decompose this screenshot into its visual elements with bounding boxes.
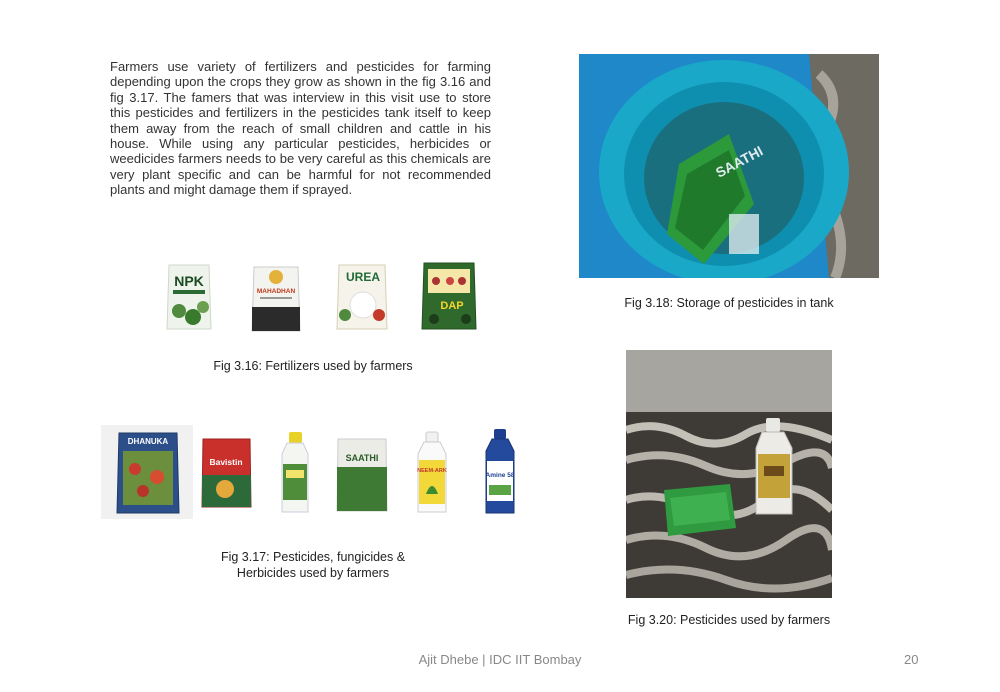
saathi-pack bbox=[334, 435, 390, 515]
neem-ark-label: NEEM-ARK bbox=[417, 468, 447, 474]
mahadhan-bag bbox=[250, 261, 302, 333]
urea-pack bbox=[333, 261, 391, 333]
pesticides-photo bbox=[626, 350, 832, 598]
neem-ark-bottle bbox=[412, 430, 452, 516]
fig-3-17-caption bbox=[160, 549, 466, 581]
amine-label: Amine 58 bbox=[485, 472, 515, 479]
urea-label: UREA bbox=[345, 270, 381, 284]
fig-3-17-caption-line1: Fig 3.17: Pesticides, fungicides & bbox=[220, 550, 406, 564]
fig-3-17-caption-line2: Herbicides used by farmers bbox=[236, 566, 390, 580]
page-number: 20 bbox=[904, 652, 919, 667]
fig-3-16-caption: Fig 3.16: Fertilizers used by farmers bbox=[213, 359, 413, 373]
npk-label: NPK bbox=[174, 273, 204, 289]
fig-3-20-caption: Fig 3.20: Pesticides used by farmers bbox=[627, 613, 831, 627]
footer-credit: Ajit Dhebe | IDC IIT Bombay bbox=[418, 652, 582, 667]
bavistin-pack bbox=[199, 435, 254, 511]
npk-pack bbox=[163, 261, 215, 333]
dap-label: DAP bbox=[440, 300, 464, 312]
fig-3-18-caption: Fig 3.18: Storage of pesticides in tank bbox=[624, 296, 834, 310]
dap-pack bbox=[418, 259, 482, 335]
tank-pack-label: SAATHI bbox=[712, 142, 766, 181]
bottle-green-cap bbox=[276, 430, 314, 516]
dhanuka-pack bbox=[101, 425, 193, 519]
tank-photo bbox=[579, 54, 879, 278]
amine-bottle bbox=[482, 427, 518, 517]
bavistin-label: Bavistin bbox=[209, 457, 243, 467]
mahadhan-label: MAHADHAN bbox=[256, 288, 296, 295]
saathi-label: SAATHI bbox=[345, 453, 379, 463]
body-paragraph: Farmers use variety of fertilizers and pesticides for farming depending upon the crops they grow as shown in the fig 3.16 and fig 3.17. The famers that was interview in this visit use to store this pesticides and fertilizers in the pesticides tank itself to keep them away from the reach of small children and cattle in his house. While using any particular pesticides, herbicides or weedicides farmers needs to be very careful as this chemicals are very plant specific and can be harmful for not recommended plants and might damage them if sprayed. bbox=[110, 59, 491, 198]
dhanuka-label: DHANUKA bbox=[127, 437, 169, 446]
